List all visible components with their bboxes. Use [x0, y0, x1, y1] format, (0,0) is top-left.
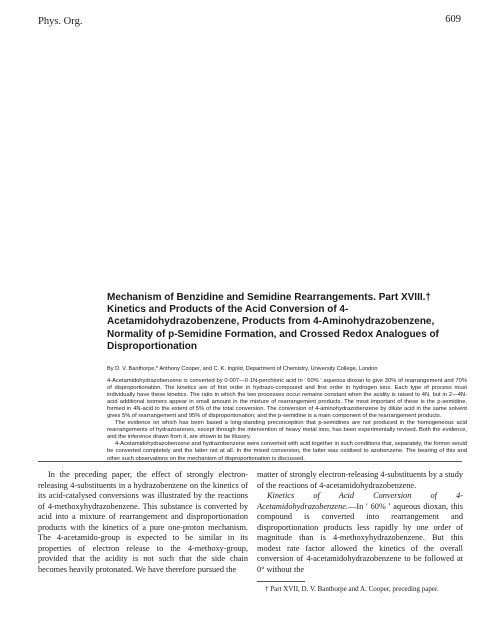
abstract-paragraph-1: 4-Acetamidohydrazobenzene is converted by 0·007—0·1N-perchloric acid in ' 60% ' aqueous dioxan to give 30% of rearrangement and 70% of disproportionation. The kinetics are of first order in hydrazo-compound and first order in hydrogen ions. Each type of process must individually have these kinetics. The ratio in which the two processes occur remains constant when the acidity is raised to 4N, but in 2—4N-acid additional isomers appear in small amount in the mixture of rearrangement products. The most important of these is the p-semidine, formed in 4N-acid to the extent of 5% of the total conversion. The conversion of 4-aminohydrazobenzene by dilute acid in the same solvent gives 5% of rearrangement and 95% of disproportionation; and the p-semidine is a main component of the rearrangement products. [107, 378, 467, 420]
body-paragraph-right-2 [257, 491, 463, 575]
body-column-left [38, 470, 248, 575]
abstract-paragraph-2: The evidence on which has been based a long-standing preconception that p-semidines are not produced in the homogeneous acid rearrangements of hydrazoarenes, except through the intervention of heavy metal ions, has been experimentally revised. Both the evidence, and the inference drawn from it, are shown to be illusory. [107, 420, 467, 441]
body-paragraph-right-1: matter of strongly electron-releasing 4-substituents by a study of the reactions of 4-acetamidohydrazobenzene. [257, 470, 463, 490]
body-paragraph-left: In the preceding paper, the effect of strongly electron-releasing 4-substituents in a hydrazobenzene on the kinetics of its acid-catalysed conversions was illustrated by the reactions of 4-methoxyhydrazobenzene. This substance is converted by acid into a mixture of rearrangement and disproportionation products with the kinetics of a pure one-proton mechanism. The 4-acetamido-group is expected to be similar in its properties of electron release to the 4-methoxy-group, provided that the acidity is not such that the side chain becomes heavily protonated. We have therefore pursued the [38, 470, 248, 574]
page-number: 609 [445, 14, 461, 25]
author-line: By D. V. Banthorpe,* Anthony Cooper, and C. K. Ingold, Department of Chemistry, University College, London [107, 366, 378, 372]
abstract-paragraph-3: 4-Acetamidohydrazobenzene and hydrazobenzene were converted with acid together in such conditions that, separately, the former would be converted completely and the latter not at all. In the mixed conversion, the latter was oxidised to azobenzene. The bearing of this and other such observations on the mechanism of disproportionation is discussed. [107, 441, 467, 462]
abstract [107, 378, 467, 463]
section-text: —In ' 60% ' aqueous dioxan, this compound is converted into rearrangement and disproportionation products less rapidly by one order of magnitude than is 4-methoxyhydrazobenzene. But this modest rate factor allowed the kinetics of the overall conversion of 4-acetamidohydrazobenzene to be followed at 0° without the [257, 501, 463, 574]
footnote-divider [257, 581, 305, 582]
body-column-right [257, 470, 463, 594]
article-title: Mechanism of Benzidine and Semidine Rearrangements. Part XVIII.† Kinetics and Products of the Acid Conversion of 4-Acetamidohydrazobenzene, Products from 4-Aminohydrazobenzene, Normality of p-Semidine Formation, and Crossed Redox Analogues of Disproportionation [107, 292, 439, 352]
section-heading: Kinetics of Acid Conversion of 4-Acetamidohydrazobenzene. [257, 491, 463, 511]
footnote: † Part XVII, D. V. Banthorpe and A. Cooper, preceding paper. [265, 585, 439, 593]
running-head: Phys. Org. [38, 16, 83, 27]
section-divider [38, 461, 462, 462]
